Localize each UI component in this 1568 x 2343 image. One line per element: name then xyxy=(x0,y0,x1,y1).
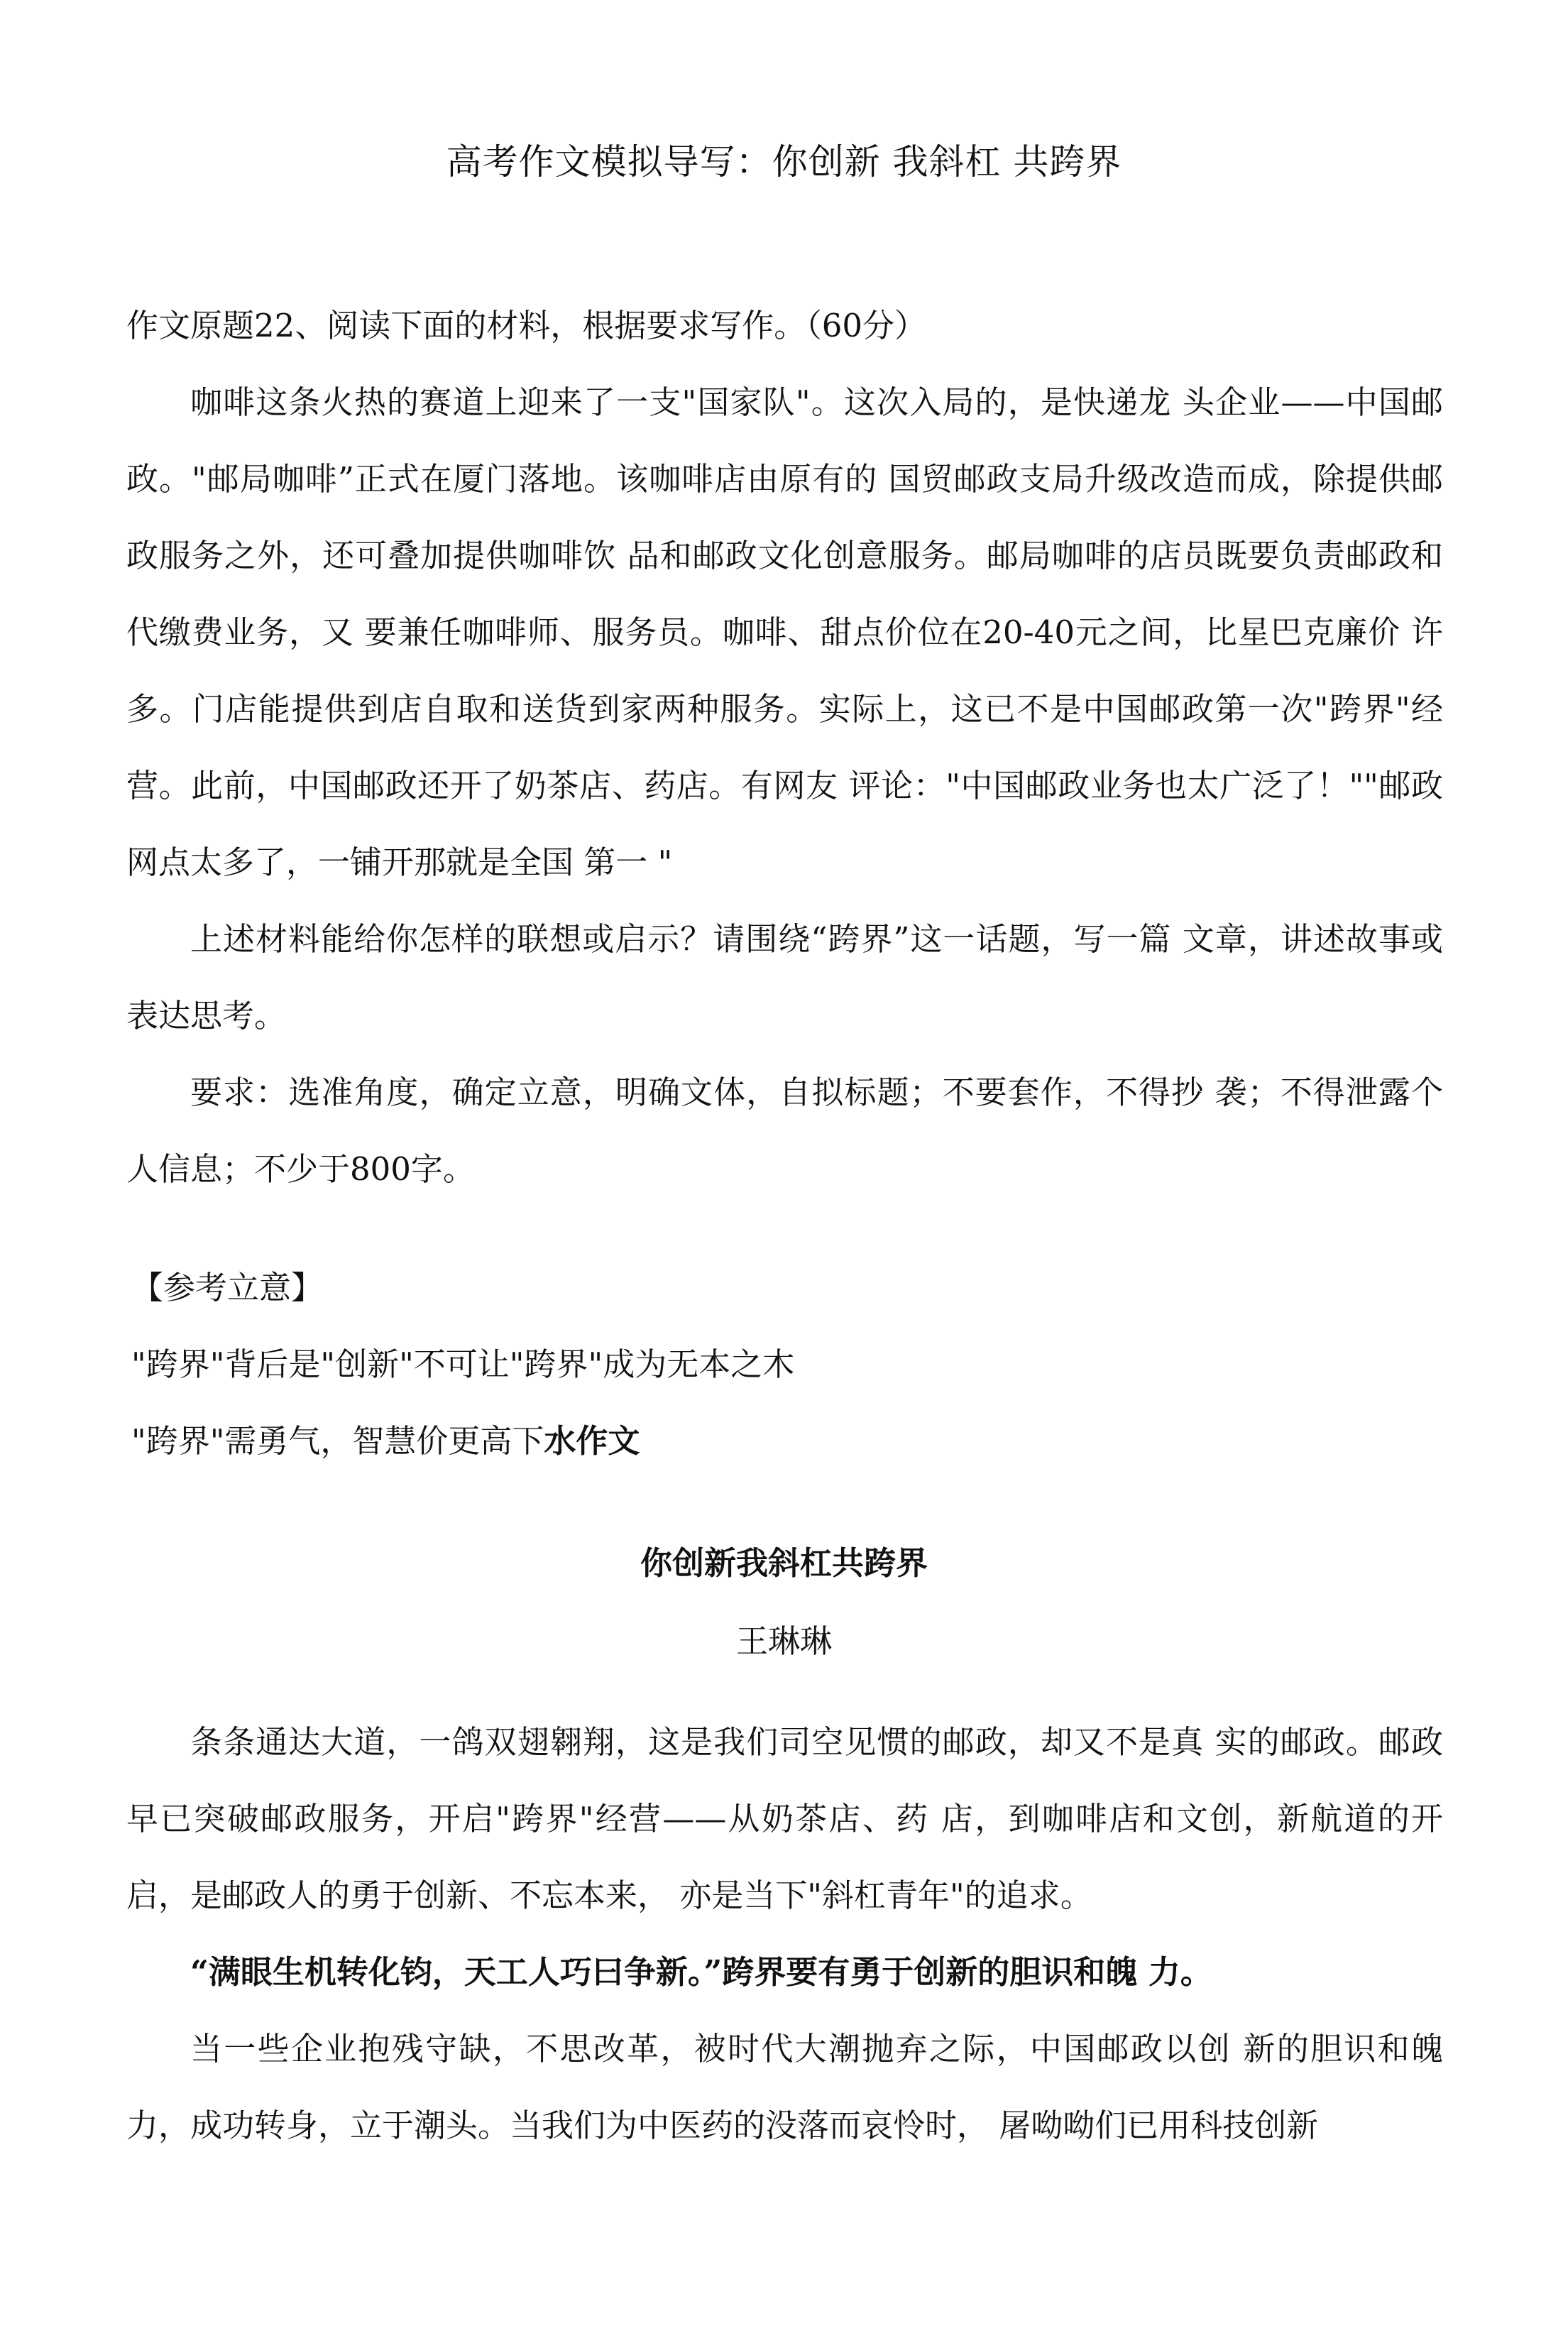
essay-title: 你创新我斜杠共跨界 xyxy=(640,1544,928,1582)
prompt-section xyxy=(126,288,1443,1208)
prompt-task: 上述材料能给你怎样的联想或启示？请围绕“跨界”这一话题，写一篇 文章，讲述故事或表达思考。 xyxy=(126,920,1443,1034)
prompt-material: 咖啡这条火热的赛道上迎来了一支"国家队"。这次入局的，是快递龙 头企业——中国邮政。"邮局咖啡”正式在厦门落地。该咖啡店由原有的 国贸邮政支局升级改造而成，除提供邮政服务之外，还可叠加提供咖啡饮 品和邮政文化创意服务。邮局咖啡的店员既要负责邮政和代缴费业务，又 要兼任咖啡师、服务员。咖啡、甜点价位在20-40元之间，比星巴克廉价 许多。门店能提供到店自取和送货到家两种服务。实际上，这已不是中国邮政第一次"跨界"经营。此前，中国邮政还开了奶茶店、药店。有网友 评论："中国邮政业务也太广泛了！""邮政网点太多了，一铺开那就是全国 第一 " xyxy=(126,383,1443,881)
reference-line-1: "跨界"背后是"创新"不可让"跨界"成为无本之木 xyxy=(131,1345,795,1383)
essay-author: 王琳琳 xyxy=(735,1622,832,1660)
essay-body xyxy=(126,1704,1443,2164)
reference-line-2-bold: 水作文 xyxy=(544,1422,640,1460)
prompt-heading: 作文原题22、阅读下面的材料，根据要求写作。（60分） xyxy=(126,307,927,344)
reference-line-2 xyxy=(131,1403,1448,1480)
reference-heading: 【参考立意】 xyxy=(131,1269,324,1306)
reference-section xyxy=(131,1250,1448,1480)
essay-paragraph-1: 条条通达大道，一鸽双翅翱翔，这是我们司空见惯的邮政，却又不是真 实的邮政。邮政早已突破邮政服务，开启"跨界"经营——从奶茶店、药 店，到咖啡店和文创，新航道的开启，是邮政人的勇于创新、不忘本来， 亦是当下"斜杠青年"的追求。 xyxy=(126,1723,1443,1914)
essay-paragraph-3: 当一些企业抱残守缺，不思改革，被时代大潮抛弃之际，中国邮政以创 新的胆识和魄力，成功转身，立于潮头。当我们为中医药的没落而哀怜时， 屠呦呦们已用科技创新 xyxy=(126,2030,1443,2144)
document-title: 高考作文模拟导写：你创新 我斜杠 共跨界 xyxy=(446,141,1122,182)
essay-paragraph-2: “满眼生机转化钧，天工人巧曰争新。”跨界要有勇于创新的胆识和魄 力。 xyxy=(190,1953,1212,1991)
reference-line-2-text: "跨界"需勇气，智慧价更高下 xyxy=(131,1422,544,1460)
prompt-requirements: 要求：选准角度，确定立意，明确文体，自拟标题；不要套作，不得抄 袭；不得泄露个人信息；不少于800字。 xyxy=(126,1074,1443,1188)
